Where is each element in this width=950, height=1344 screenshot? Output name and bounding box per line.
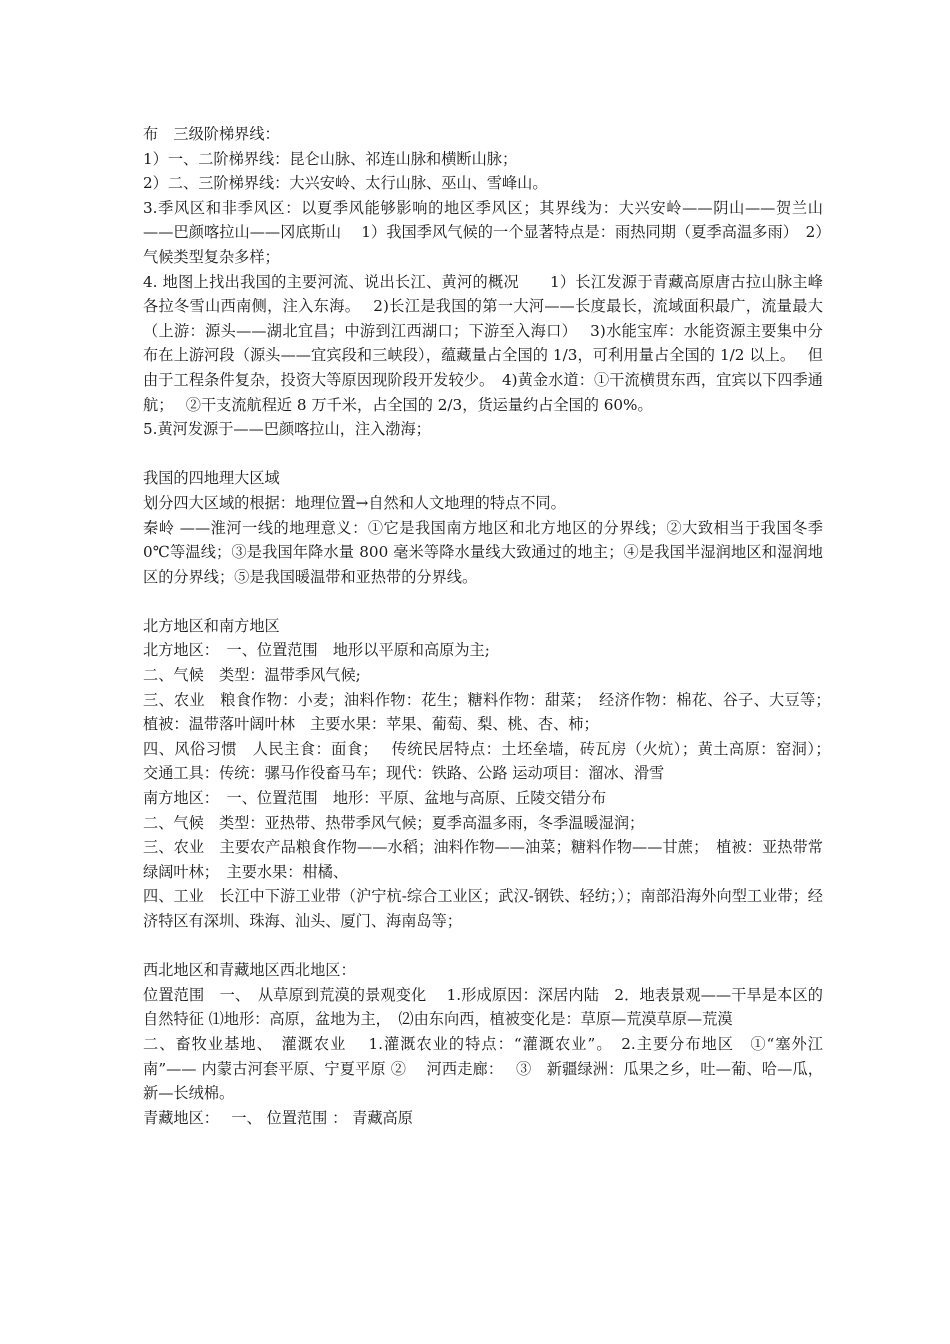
section-heading: 我国的四地理大区域 xyxy=(143,469,280,488)
paragraph: 3.季风区和非季风区：以夏季风能够影响的地区季风区；其界线为：大兴安岭——阴山——贺兰山——巴颜喀拉山——冈底斯山 1）我国季风气候的一个显著特点是：雨热同期（夏季高温多雨） 2）气候类型复杂多样； xyxy=(143,198,823,266)
paragraph: 二、气候 类型：亚热带、热带季风气候；夏季高温多雨，冬季温暖湿润； xyxy=(143,813,645,832)
paragraph: 4. 地图上找出我国的主要河流、说出长江、黄河的概况 1）长江发源于青藏高原唐古拉山脉主峰各拉冬雪山西南侧，注入东海。 2)长江是我国的第一大河——长度最长，流域面积最广，流量最大（上游：源头——湖北宜昌；中游到江西湖口；下游至入海口） 3)水能宝库：水能资源主要集中分布在上游河段（源头——宜宾段和三峡段），蕴藏量占全国的 1/3，可利用量占全国的 1/2 以上。 但由于工程条件复杂，投资大等原因现阶段开发较少。 4)黄金水道：①干流横贯东西，宜宾以下四季通航； ②干支流航程近 8 万千米，占全国的 2/3，货运量约占全国的 60%。 xyxy=(143,272,823,414)
paragraph: 2）二、三阶梯界线：大兴安岭、太行山脉、巫山、雪峰山。 xyxy=(143,174,548,193)
paragraph: 二、气候 类型：温带季风气候; xyxy=(143,666,361,685)
section-four-regions xyxy=(143,466,823,589)
paragraph: 三、农业 粮食作物：小麦；油料作物：花生；糖料作物：甜菜； 经济作物：棉花、谷子、大豆等； 植被：温带落叶阔叶林 主要水果：苹果、葡萄、梨、桃、杏、柿； xyxy=(143,690,839,734)
paragraph: 青藏地区： 一、 位置范围 ： 青藏高原 xyxy=(143,1108,413,1127)
paragraph: 秦岭 ——淮河一线的地理意义：①它是我国南方地区和北方地区的分界线；②大致相当于我国冬季 0℃等温线；③是我国年降水量 800 毫米等降水量线大致通过的地主；④是我国半湿润地区和湿润地区的分界线；⑤是我国暖温带和亚热带的分界线。 xyxy=(143,518,823,586)
blank-line xyxy=(143,589,823,614)
document-page xyxy=(143,122,839,1130)
paragraph: 5.黄河发源于——巴颜喀拉山，注入渤海； xyxy=(143,420,431,439)
paragraph: 四、风俗习惯 人民主食：面食； 传统民居特点：土坯垒墙，砖瓦房（火炕）；黄土高原：窑洞）； 交通工具：传统：骡马作役畜马车；现代：铁路、公路 运动项目：溜冰、滑雪 xyxy=(143,739,839,783)
paragraph: 划分四大区域的根据：地理位置→自然和人文地理的特点不同。 xyxy=(143,493,566,512)
section-heading: 西北地区和青藏地区西北地区： xyxy=(143,961,356,980)
paragraph: 四、工业 长江中下游工业带（沪宁杭-综合工业区；武汉-钢铁、轻纺；）；南部沿海外向型工业带；经济特区有深圳、珠海、汕头、厦门、海南岛等； xyxy=(143,887,823,930)
paragraph: 1）一、二阶梯界线：昆仑山脉、祁连山脉和横断山脉； xyxy=(143,149,518,168)
blank-line xyxy=(143,934,823,959)
section-north-south xyxy=(143,614,839,934)
section-terrain-rivers xyxy=(143,122,823,442)
paragraph: 位置范围 一、 从草原到荒漠的景观变化 1.形成原因：深居内陆 2．地表景观——干旱是本区的自然特征 ⑴地形：高原，盆地为主， ⑵由东向西，植被变化是：草原—荒漠草原—荒漠 xyxy=(143,985,823,1029)
paragraph: 二、畜牧业基地、 灌溉农业 1.灌溉农业的特点：“灌溉农业”。 2.主要分布地区 ①“塞外江南”—— 内蒙古河套平原、宁夏平原 ② 河西走廊： ③ 新疆绿洲：瓜果之乡，吐—葡、哈—瓜，新—长绒棉。 xyxy=(143,1034,823,1103)
paragraph: 南方地区： 一、位置范围 地形：平原、盆地与高原、丘陵交错分布 xyxy=(143,789,607,808)
paragraph: 北方地区： 一、位置范围 地形以平原和高原为主; xyxy=(143,641,490,660)
paragraph: 三、农业 主要农产品粮食作物——水稻；油料作物——油菜；糖料作物——甘蔗； 植被：亚热带常绿阔叶林； 主要水果：柑橘、 xyxy=(143,838,823,881)
blank-line xyxy=(143,442,823,467)
section-heading: 北方地区和南方地区 xyxy=(143,616,280,635)
paragraph: 布 三级阶梯界线： xyxy=(143,125,280,143)
section-northwest-tibet xyxy=(143,958,823,1130)
